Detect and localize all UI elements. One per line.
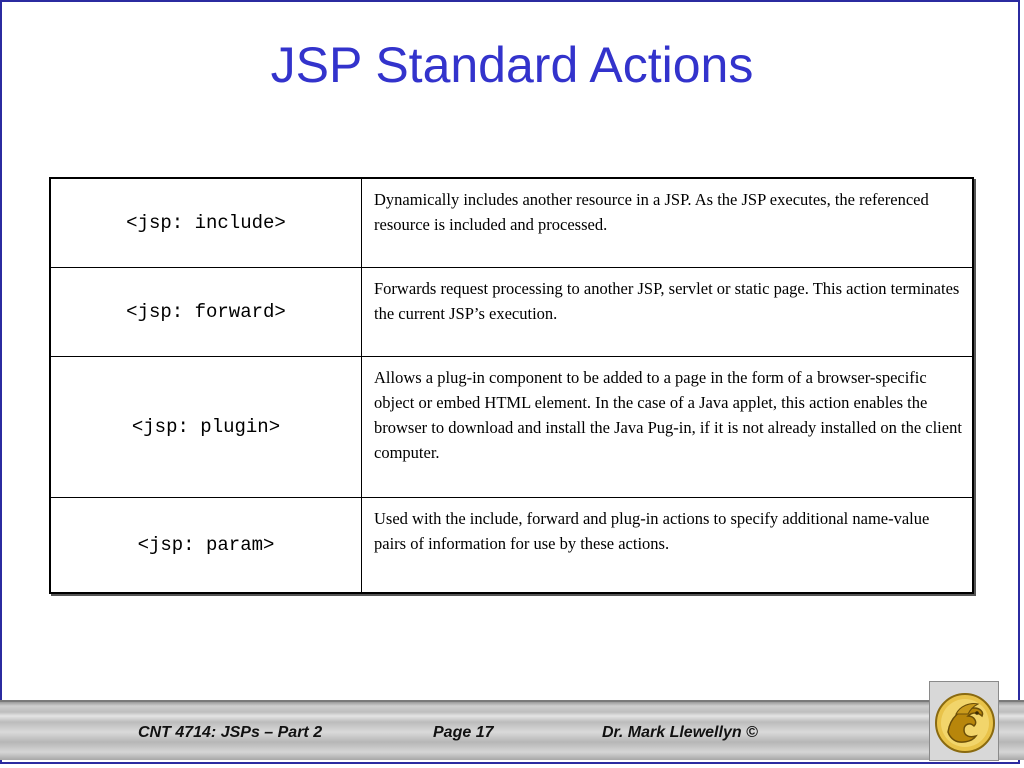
action-description: Dynamically includes another resource in a JSP. As the JSP executes, the referenced resource is included and processed. (362, 178, 974, 268)
slide-title: JSP Standard Actions (270, 37, 754, 93)
action-description: Allows a plug-in component to be added to a page in the form of a browser-specific object or embed HTML element. In the case of a Java applet, this action enables the browser to download and install the Java Pug-in, if it is not already installed on the client computer. (362, 357, 974, 498)
action-name: <jsp: param> (50, 498, 362, 594)
table-row (50, 357, 973, 498)
table-row (50, 268, 973, 357)
actions-table (49, 177, 974, 594)
action-name: <jsp: include> (50, 178, 362, 268)
footer-page-number: Page 17 (433, 724, 494, 741)
action-description: Forwards request processing to another JSP, servlet or static page. This action terminates the current JSP’s execution. (362, 268, 974, 357)
action-name: <jsp: plugin> (50, 357, 362, 498)
action-description: Used with the include, forward and plug-in actions to specify additional name-value pairs of information for use by these actions. (362, 498, 974, 594)
table-row (50, 178, 973, 268)
table-row (50, 498, 973, 594)
footer-author: Dr. Mark Llewellyn © (602, 724, 758, 741)
pegasus-logo-icon (934, 692, 996, 754)
footer-course: CNT 4714: JSPs – Part 2 (138, 724, 323, 741)
action-name: <jsp: forward> (50, 268, 362, 357)
logo-box (929, 681, 999, 761)
